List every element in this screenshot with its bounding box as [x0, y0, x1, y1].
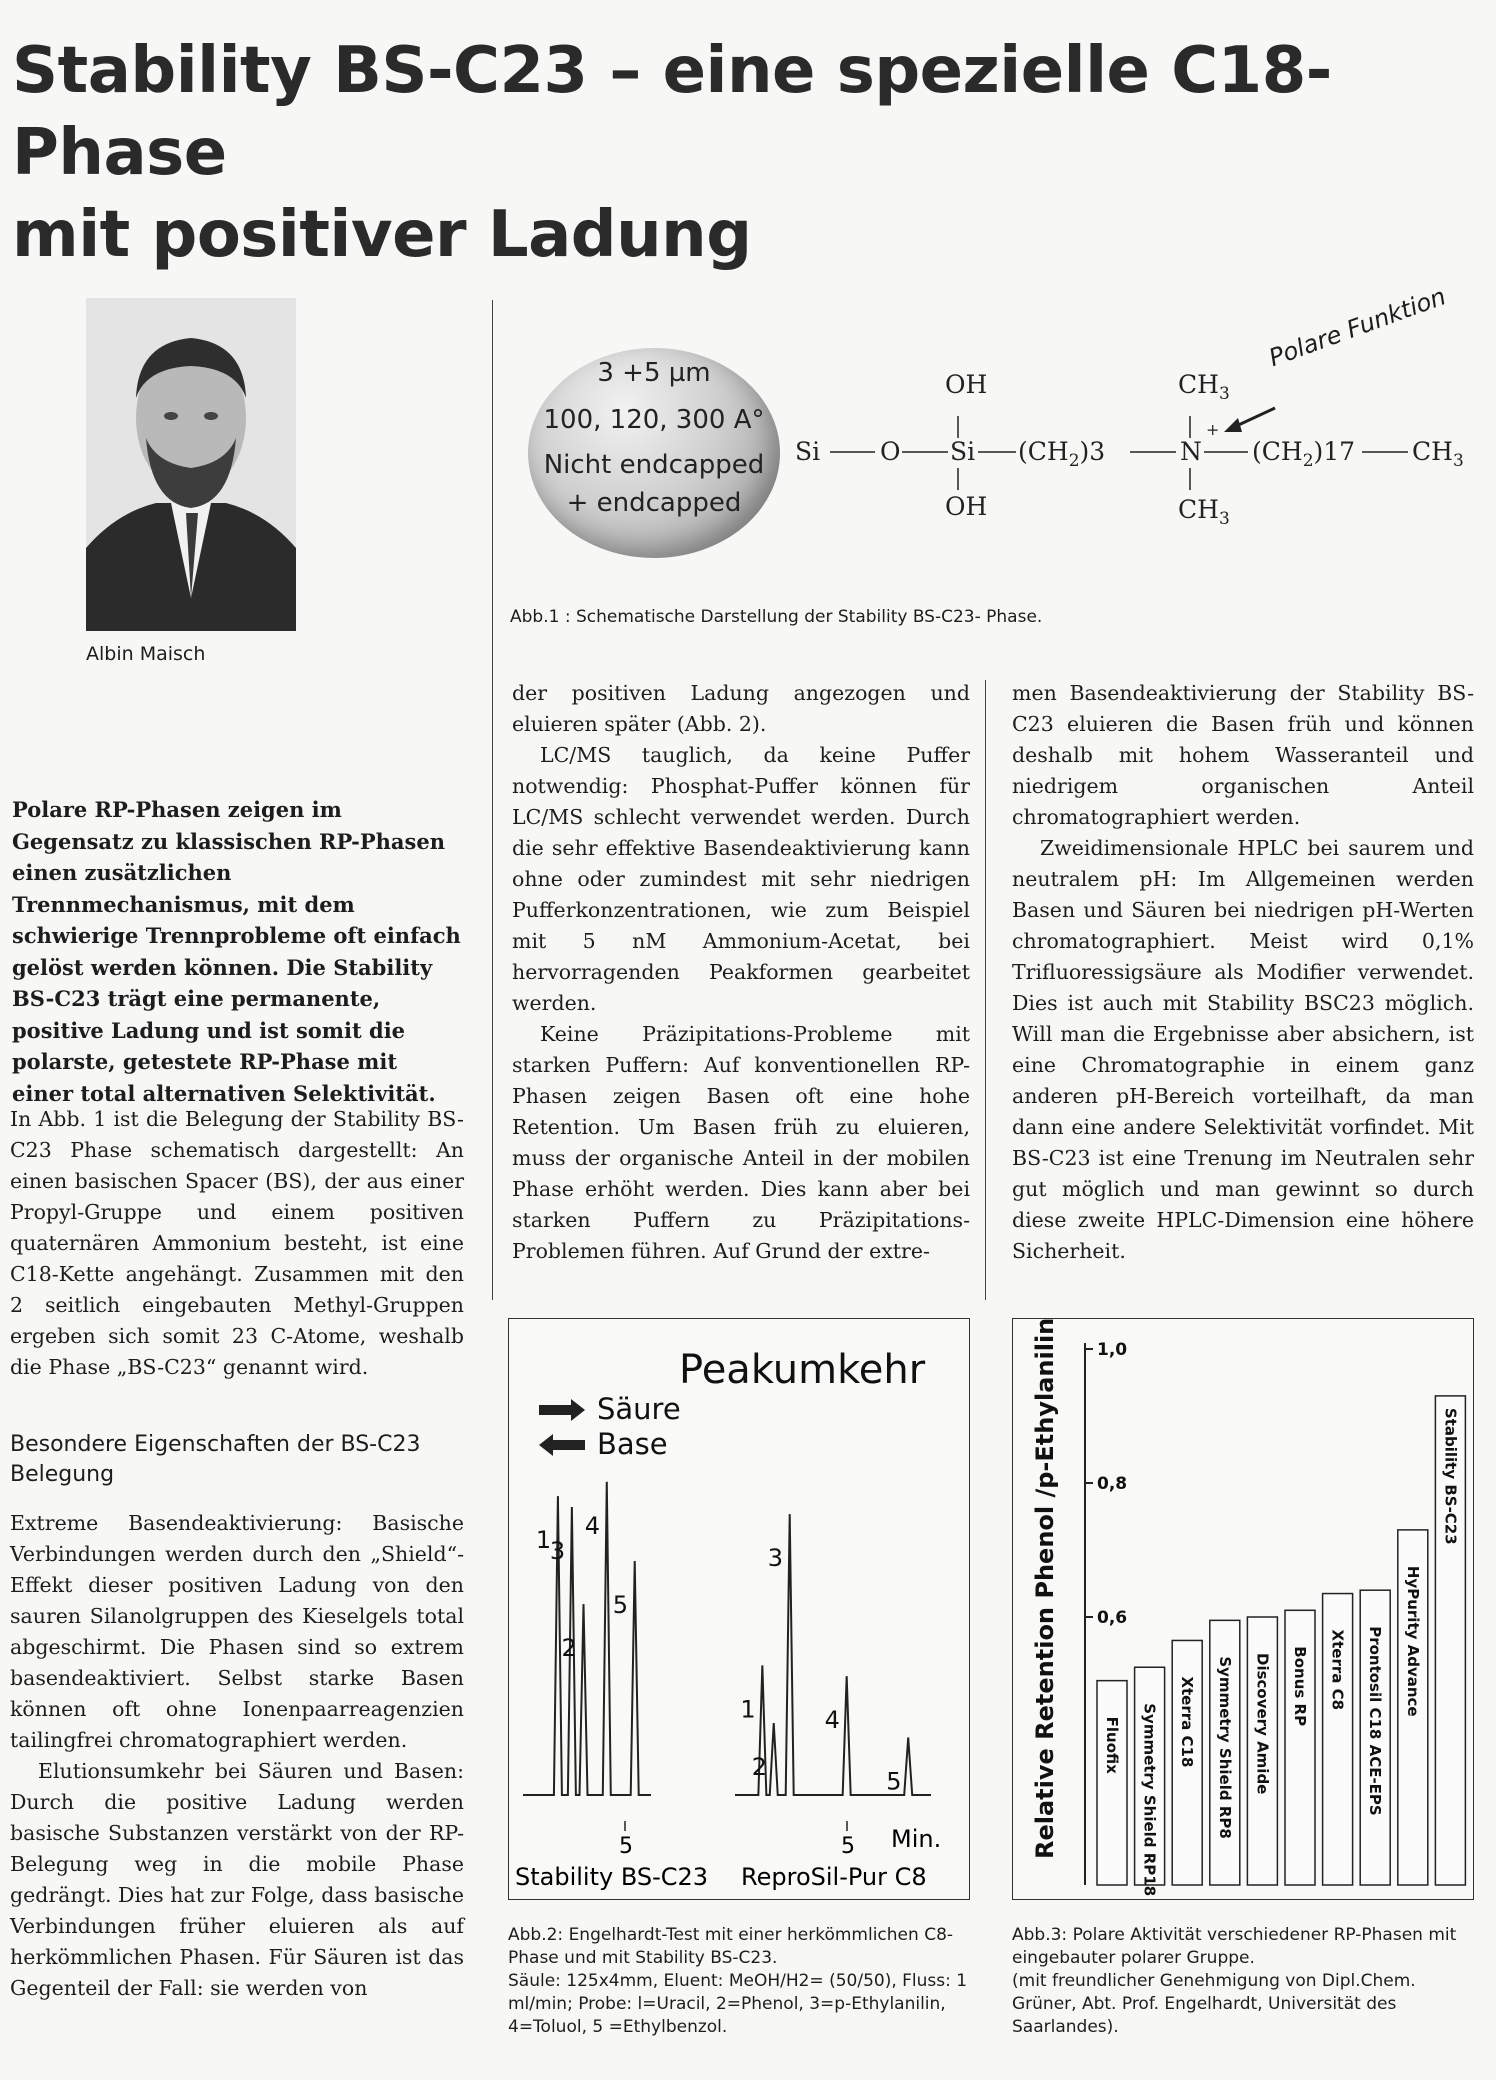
- time-unit: Min.: [891, 1825, 942, 1853]
- sphere-line-2: 100, 120, 300 A°: [543, 405, 765, 435]
- tick-label-right: 5: [841, 1834, 855, 1859]
- col2-paragraph-1: der positiven Ladung angezogen und eluieren später (Abb. 2).: [512, 681, 970, 736]
- col2-paragraph-2: LC/MS tauglich, da keine Puffer notwendig: Phosphat-Puffer können für LC/MS schlecht verwendet werden. Durch die sehr effektive Basendeaktivierung kann ohne oder zumindest mit sehr niedrigen Pufferkonzentrationen, wie zum Beispiel mit 5 nM Ammonium-Acetat, bei hervorragenden Peakformen gearbeitet werden.: [512, 743, 970, 1015]
- chem-bonds: [780, 380, 1490, 530]
- polar-arrow-icon: [1220, 400, 1280, 440]
- title-line-1: Stability BS-C23 – eine spezielle C18-Phase: [12, 34, 1332, 190]
- chem-propyl-ch: (CH: [1018, 437, 1069, 466]
- chem-propyl-end: )3: [1079, 437, 1106, 466]
- bar-label: Prontosil C18 ACE-EPS: [1366, 1626, 1385, 1816]
- peak-label: 3: [767, 1544, 783, 1573]
- separator-top: [492, 300, 493, 1300]
- col3-paragraph-2: Zweidimensionale HPLC bei saurem und neutralem pH: Im Allgemeinen werden Basen und Säuren bei niedrigen pH-Werten chromatographiert. Meist wird 0,1% Trifluoressigsäure als Modifier verwendet. Dies ist auch mit Stability BSC23 möglich. Will man die Ergebnisse aber absichern, ist eine Chromatographie in einem ganz anderen pH-Bereich vorteilhaft, da man dann eine andere Selektivität vorfindet. Mit BS-C23 ist eine Trenung im Neutralen sehr gut möglich und man gewinnt so durch diese zweite HPLC-Dimension eine höhere Sicherheit.: [1012, 836, 1474, 1263]
- bar-label: Xterra C8: [1328, 1629, 1347, 1711]
- trace-reprosil: [735, 1514, 931, 1795]
- chem-n-plus: +: [1206, 420, 1220, 439]
- column-1-top: [10, 1104, 464, 1383]
- sphere-line-1: 3 +5 µm: [597, 358, 711, 388]
- chem-ch3-top-sub: 3: [1218, 384, 1230, 404]
- column-3: [1012, 678, 1474, 1267]
- separator-mid: [985, 680, 986, 1300]
- figure-1-caption: Abb.1 : Schematische Darstellung der Stability BS-C23- Phase.: [510, 607, 1043, 627]
- col2-paragraph-3: Keine Präzipitations-Probleme mit starken Puffern: Auf konventionellen RP-Phasen zeigen Basen oft eine hohe Retention. Um Basen früh zu eluieren, muss der organische Anteil in der mobilen Phase erhöht werden. Dies kann aber bei starken Puffern zu Präzipitations-Problemen führen. Auf Grund der extre-: [512, 1022, 970, 1263]
- col1-paragraph-1: In Abb. 1 ist die Belegung der Stability BS-C23 Phase schematisch dargestellt: An einen basischen Spacer (BS), der aus einer Propyl-Gruppe und einem positiven quaternären Ammonium besteht, ist eine C18-Kette angehängt. Zusammen mit den 2 seitlich eingebauten Methyl-Gruppen ergeben sich somit 23 C-Atome, weshalb die Phase „BS-C23“ genannt wird.: [10, 1107, 464, 1379]
- bar-label: HyPurity Advance: [1403, 1565, 1422, 1717]
- y-axis-label: Relative Retention Phenol /p-Ethylanilin: [1031, 1319, 1059, 1859]
- bar-label: Fluofix: [1103, 1716, 1121, 1774]
- column-2: [512, 678, 970, 1267]
- chromatogram: [509, 1319, 969, 1899]
- peak-label: 5: [886, 1767, 902, 1796]
- chem-propyl-sub: 2: [1068, 451, 1080, 471]
- base-arrow-icon: [539, 1434, 585, 1456]
- label-stability: Stability BS-C23: [515, 1863, 709, 1891]
- sphere-line-3: Nicht endcapped: [543, 450, 765, 480]
- chem-oh-bottom: OH: [945, 492, 988, 521]
- trace-stability: [523, 1482, 651, 1795]
- column-1-bottom: [10, 1508, 464, 2004]
- chem-ch3-terminal-ch: CH: [1412, 437, 1453, 466]
- lead-paragraph: Polare RP-Phasen zeigen im Gegensatz zu klassischen RP-Phasen einen zusätzlichen Trennmechanismus, mit dem schwierige Trennprobleme oft einfach gelöst werden können. Die Stability BS-C23 trägt eine permanente, positive Ladung und ist somit die polarste, getestete RP-Phase mit einer total alternativen Selektivität.: [12, 797, 461, 1106]
- peak-label: 4: [824, 1706, 840, 1735]
- acid-arrow-icon: [539, 1399, 585, 1421]
- author-photo: [86, 298, 296, 631]
- bar-label: Stability BS-C23: [1441, 1407, 1460, 1545]
- bars: [1097, 1396, 1465, 1896]
- bar-label: Discovery Amide: [1253, 1653, 1272, 1795]
- peak-label: 2: [751, 1753, 768, 1781]
- chem-ch3-terminal-sub: 3: [1452, 451, 1464, 471]
- figure-2-caption: Abb.2: Engelhardt-Test mit einer herkömmlichen C8-Phase und mit Stability BS-C23. Säule: 125x4mm, Eluent: MeOH/H2= (50/50), Fluss: 1 ml/min; Probe: l=Uracil, 2=Phenol, 3=p-Ethylanilin, 4=Toluol, 5 =Ethylbenzol.: [508, 1925, 968, 2037]
- col1-paragraph-3: Elutionsumkehr bei Säuren und Basen: Durch die positive Ladung werden basische Substanzen verstärkt von der RP-Belegung weg in die mobile Phase gedrängt. Dies hat zur Folge, dass basische Verbindungen früher eluieren als auf herkömmlichen Phasen. Für Säuren ist das Gegenteil der Fall: sie werden von: [10, 1759, 464, 2000]
- author-name: Albin Maisch: [86, 643, 206, 665]
- chem-si: Si: [950, 437, 976, 466]
- bar-label: Bonus RP: [1291, 1646, 1309, 1727]
- col3-paragraph-1: men Basendeaktivierung der Stability BS-C23 eluieren die Basen früh und können deshalb mit hohem Wasseranteil und niedrigem organischen Anteil chromatographiert werden.: [1012, 681, 1474, 829]
- chem-ch3-bottom-sub: 3: [1218, 509, 1230, 529]
- chem-c17-end: )17: [1313, 437, 1356, 466]
- peak-label: 4: [584, 1511, 601, 1540]
- section-heading: Besondere Eigenschaften der BS-C23 Belegung: [10, 1432, 421, 1487]
- legend-base: Base: [597, 1427, 668, 1461]
- peak-label: 2: [561, 1634, 577, 1663]
- label-reprosil: ReproSil-Pur C8: [741, 1863, 927, 1891]
- chem-o: O: [880, 437, 901, 466]
- bar-chart: [1013, 1319, 1473, 1899]
- title-line-2: mit positiver Ladung: [12, 198, 752, 272]
- figure-2-box: [508, 1318, 970, 1900]
- peak-label: 1: [740, 1695, 756, 1724]
- page-title: [12, 30, 1472, 276]
- peak-label: 3: [549, 1537, 566, 1565]
- sphere-line-4: + endcapped: [566, 488, 742, 518]
- polar-function-label: Polare Funktion: [1265, 282, 1450, 373]
- chem-oh-top: OH: [945, 370, 988, 399]
- figure-3-caption: Abb.3: Polare Aktivität verschiedener RP-Phasen mit eingebauter polarer Gruppe. (mit freundlicher Genehmigung von Dipl.Chem. Grüner, Abt. Prof. Engelhardt, Universität des Saarlandes).: [1012, 1925, 1457, 2037]
- chem-ch3-top-ch: CH: [1178, 370, 1219, 399]
- legend-acid: Säure: [597, 1392, 681, 1426]
- chem-si-surface: Si: [795, 437, 821, 466]
- bar-label: Xterra C18: [1178, 1676, 1197, 1768]
- y-ticks: [1085, 1340, 1127, 1628]
- chromatogram-title: Peakumkehr: [679, 1347, 926, 1393]
- tick-label-left: 5: [619, 1834, 633, 1859]
- chem-c17-sub: 2: [1302, 451, 1314, 471]
- bar-label: Symmetry Shield RP8: [1215, 1656, 1234, 1839]
- peak-label: 1: [535, 1526, 552, 1555]
- chem-n: N: [1180, 437, 1202, 466]
- figure-3-box: [1012, 1318, 1474, 1900]
- y-tick-label: 0,8: [1097, 1474, 1128, 1494]
- bar-label: Symmetry Shield RP18: [1140, 1703, 1159, 1897]
- col1-paragraph-2: Extreme Basendeaktivierung: Basische Verbindungen werden durch den „Shield“-Effekt dieser positiven Ladung von den sauren Silanolgruppen des Kieselgels total abgeschirmt. Die Phasen sind so extrem basendeaktiviert. Selbst starke Basen können oft ohne Ionenpaarreagenzien tailingfrei chromatographiert werden.: [10, 1511, 464, 1752]
- chem-ch3-bottom-ch: CH: [1178, 495, 1219, 524]
- y-tick-label: 1,0: [1097, 1340, 1128, 1360]
- y-tick-label: 0,6: [1097, 1608, 1128, 1628]
- chem-c17-ch: (CH: [1252, 437, 1303, 466]
- bar: [1097, 1681, 1127, 1885]
- peak-label: 5: [612, 1591, 628, 1619]
